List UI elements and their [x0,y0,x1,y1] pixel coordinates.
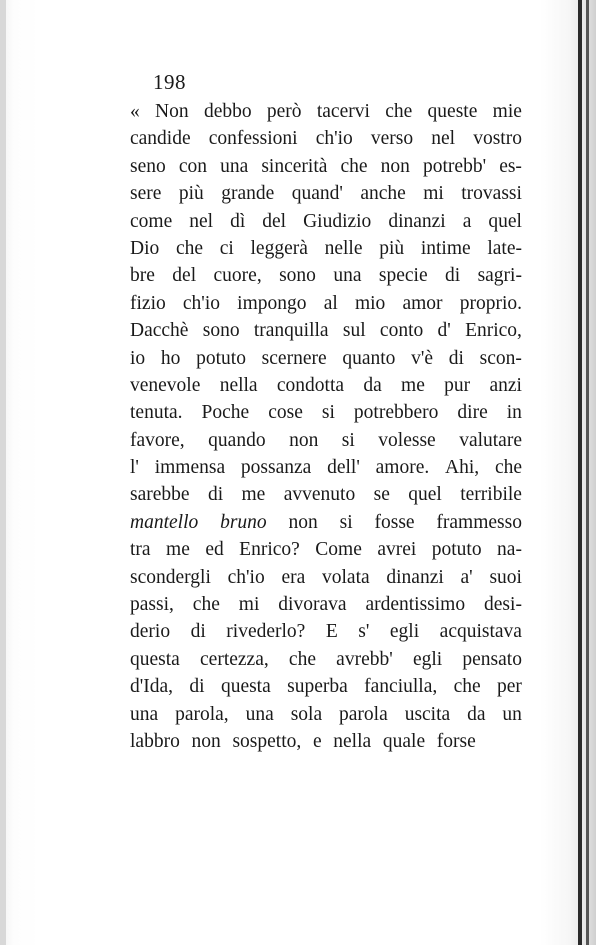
word: tranquilla [253,320,329,342]
word: venevole [130,374,201,396]
word: intime [420,237,471,259]
text-line [130,180,522,207]
word: na- [497,539,522,561]
word: più [379,237,405,259]
word: queste [427,101,478,122]
word: un [502,703,522,725]
word: anche [360,183,406,205]
word: immensa [154,457,226,479]
text-line [130,454,522,481]
word: l' [130,457,139,479]
word: una [333,265,362,287]
text-line [130,125,522,152]
word: ci [219,237,234,259]
word: pensato [462,648,522,670]
word: d'Ida, [130,676,174,698]
word: nelle [324,237,363,259]
word: me [241,484,266,506]
word: bre [130,265,155,287]
word: potrebb' [423,155,487,177]
word: dell' [327,457,360,479]
text-line [130,427,522,454]
text-line [130,591,522,618]
word: ardentissimo [365,594,466,616]
word: da [467,703,486,725]
text-line [130,564,522,591]
word: suoi [489,566,522,588]
word: E [325,621,338,643]
word: mantello [130,511,199,533]
word: leggerà [250,237,308,259]
word: Enrico, [465,320,522,342]
word: grande [221,183,275,205]
word: che [385,101,413,122]
word: Non [155,101,189,122]
word: anzi [489,374,522,396]
word: sono [202,320,240,342]
word: quel [408,484,442,506]
word: amore. [375,457,430,479]
word: condotta [276,374,345,396]
word: mi [238,594,260,616]
word: si [321,402,335,424]
word: di [189,676,205,698]
word: a [462,210,472,232]
word: rivederlo? [226,621,306,643]
word: sere [130,183,162,205]
word: io [130,347,146,369]
word: parola [339,703,388,725]
word: sola [290,703,323,725]
word: non [288,511,318,533]
word: e [312,730,322,752]
word: si [339,511,353,533]
word: ch'io [182,292,220,314]
word: del [262,210,287,232]
word: che [494,457,522,479]
word: certezza, [200,648,269,670]
word: non [191,730,221,752]
word: ho [160,347,181,369]
word: a' [460,566,473,588]
text-line [130,98,522,125]
word: bruno [220,511,267,533]
word: possanza [240,457,312,479]
word: conto [379,320,424,342]
word: Poche [201,402,250,424]
word: nel [189,210,214,232]
word: non [380,155,410,177]
word: scernere [261,347,327,369]
word: labbro [130,730,180,752]
text-line [130,153,522,180]
word: derio [130,621,171,643]
word: più [178,183,204,205]
word: una [245,703,274,725]
text-line [130,345,522,372]
word: verso [370,128,414,150]
word: però [266,101,302,122]
word: Dio [130,237,160,259]
word: divorava [278,594,347,616]
word: una [130,703,159,725]
word: superba [287,676,348,698]
text-line [130,509,522,536]
word: da [363,374,382,396]
word: v'è [411,347,434,369]
word: che [175,237,204,259]
word: scondergli [130,566,211,588]
word: favore, [130,429,185,451]
text-line [130,536,522,563]
word: late- [487,237,522,259]
word: sarebbe [130,484,190,506]
word: per [497,676,522,698]
page-number: 198 [153,70,186,94]
word: in [506,402,522,424]
word: questa [130,648,180,670]
word: amor [402,292,443,314]
word: sul [342,320,366,342]
word: impongo [237,292,307,314]
word: debbo [203,101,252,122]
word: me [401,374,425,396]
word: dinanzi [386,566,444,588]
word: di [448,347,464,369]
word: come [130,210,173,232]
text-line [130,673,522,700]
page-binding-shadow [578,0,582,945]
word: volata [322,566,370,588]
word: egli [412,648,443,670]
word: dinanzi [388,210,446,232]
word: valutare [459,429,522,451]
word: avvenuto [283,484,356,506]
text-line [130,208,522,235]
word: tacervi [316,101,370,122]
word: terribile [460,484,522,506]
word: me [166,539,190,561]
word: desi- [484,594,522,616]
word: potuto [431,539,482,561]
word: di [207,484,224,506]
word: che [453,676,481,698]
word: Giudizio [303,210,372,232]
word: volesse [378,429,436,451]
word: ch'io [315,128,353,150]
word: fanciulla, [364,676,438,698]
word: con [178,155,207,177]
word: vostro [473,128,522,150]
word: frammesso [436,511,522,533]
word: dire [457,402,488,424]
word: confessioni [208,128,298,150]
page-left-edge [0,0,6,945]
word: sospetto, [232,730,302,752]
word: che [192,594,220,616]
text-line [130,317,522,344]
word: mi [423,183,444,205]
word: candide [130,128,191,150]
word: proprio. [459,292,522,314]
word: seno [130,155,166,177]
word: Ahi, [445,457,480,479]
word: cose [268,402,303,424]
word: acquistava [439,621,522,643]
text-line [130,646,522,673]
word: forse [436,730,476,752]
word: al [323,292,338,314]
word: che [288,648,316,670]
word: sagri- [477,265,522,287]
word: tra [130,539,151,561]
word: dì [230,210,246,232]
word: Enrico? [239,539,300,561]
word: potuto [196,347,246,369]
word: quel [488,210,522,232]
word: Come [315,539,362,561]
word: parola, [175,703,229,725]
word: quando [208,429,266,451]
word: di [190,621,206,643]
text-line [130,481,522,508]
word: cuore, [213,265,262,287]
word: mie [492,101,522,122]
word: avrei [377,539,417,561]
text-line [130,290,522,317]
word: fosse [374,511,415,533]
word: quand' [291,183,343,205]
word: se [373,484,390,506]
word: « [130,101,140,122]
word: es- [499,155,522,177]
text-line [130,372,522,399]
body-text [130,98,522,755]
word: del [172,265,197,287]
word: era [281,566,306,588]
word: d' [437,320,451,342]
word: potrebbero [353,402,439,424]
text-line [130,618,522,645]
text-line [130,262,522,289]
word: nel [431,128,456,150]
text-line [130,235,522,262]
word: tenuta. [130,402,183,424]
word: quale [382,730,426,752]
word: nella [333,730,372,752]
word: quanto [342,347,396,369]
word: che [340,155,368,177]
word: avrebb' [336,648,393,670]
word: sincerità [261,155,328,177]
page-binding-shadow-outer [586,0,589,945]
word: ch'io [227,566,265,588]
word: trovassi [461,183,522,205]
word: questa [220,676,271,698]
text-line [130,728,522,755]
word: specie [378,265,428,287]
word: di [445,265,461,287]
word: scon- [479,347,522,369]
word: Dacchè [130,320,189,342]
word: non [289,429,319,451]
word: ed [205,539,224,561]
word: uscita [404,703,451,725]
word: una [220,155,249,177]
word: s' [358,621,370,643]
text-line [130,399,522,426]
word: egli [389,621,420,643]
text-line [130,701,522,728]
word: mio [354,292,386,314]
word: pur [444,374,471,396]
word: sono [279,265,316,287]
word: passi, [130,594,174,616]
word: nella [219,374,258,396]
word: si [341,429,355,451]
word: fizio [130,292,166,314]
